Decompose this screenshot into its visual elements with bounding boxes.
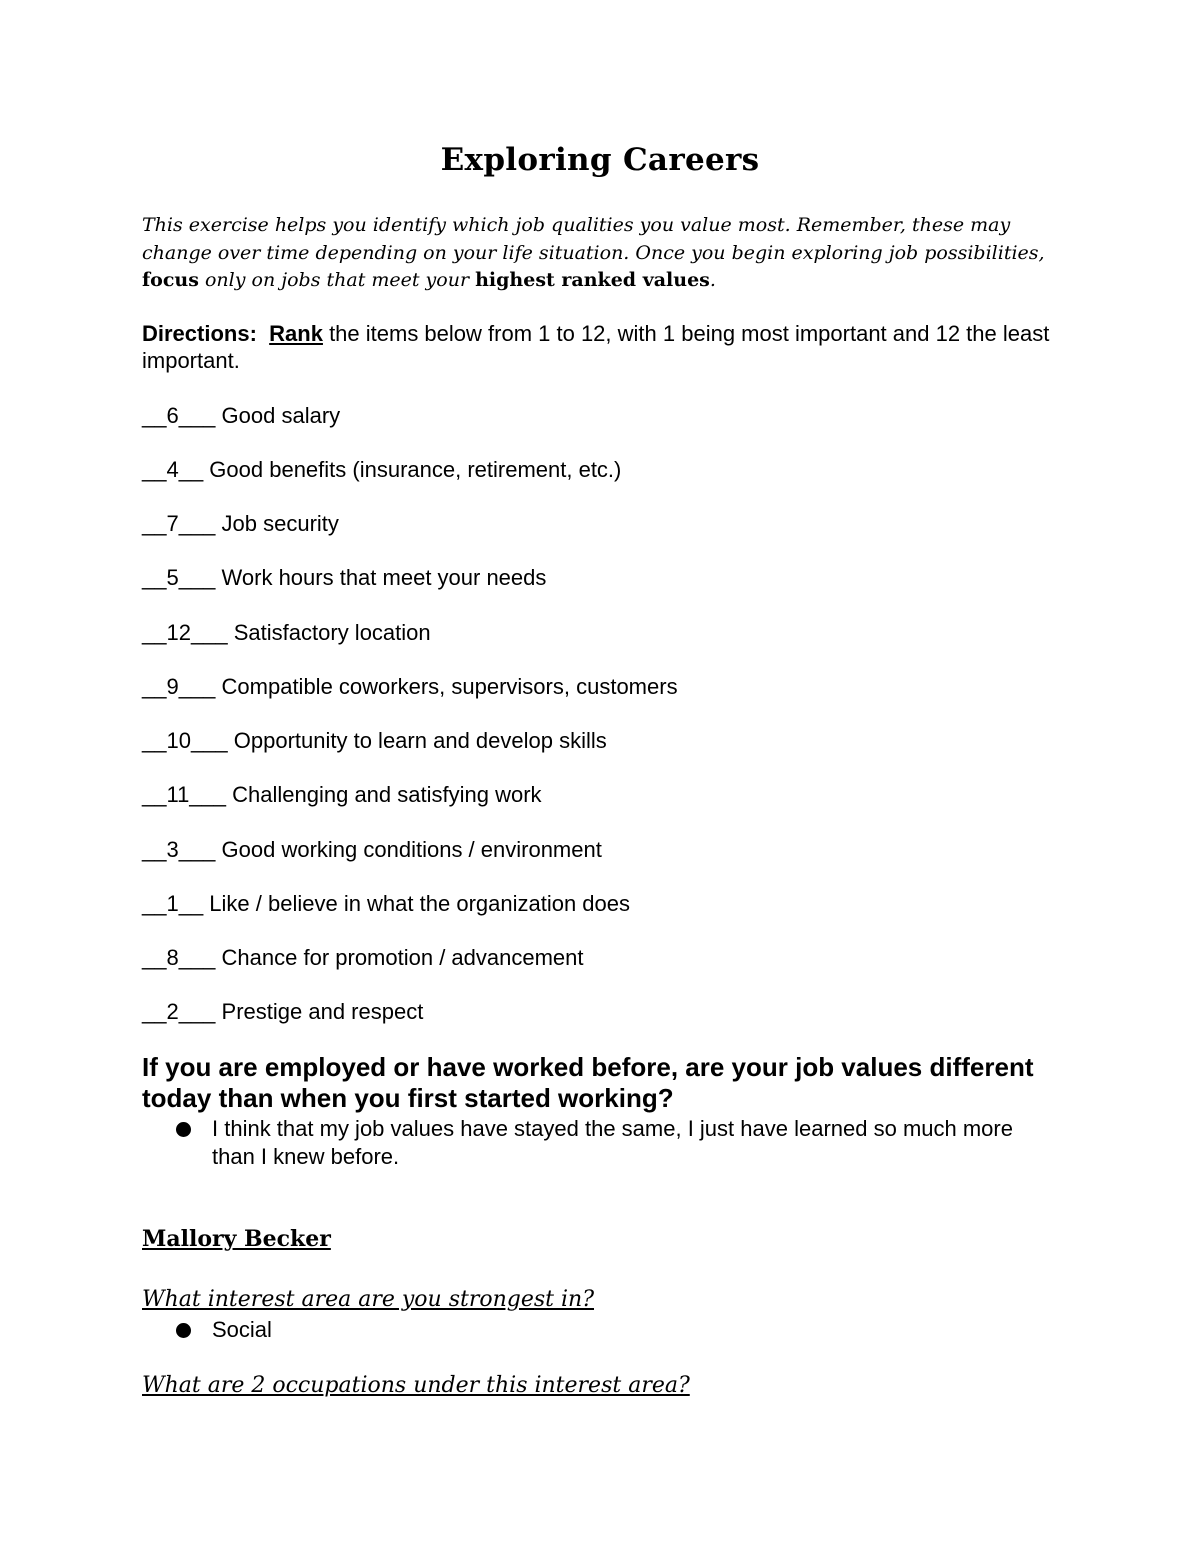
rank-item-prestige: __2___ Prestige and respect bbox=[142, 999, 424, 1024]
rank-item-coworkers: __9___ Compatible coworkers, supervisors, customers bbox=[142, 674, 678, 699]
intro-text-3: . bbox=[709, 269, 716, 291]
directions-paragraph bbox=[142, 320, 1082, 374]
rank-item-good-benefits: __4__ Good benefits (insurance, retirement, etc.) bbox=[142, 457, 622, 482]
rank-item-work-hours: __5___ Work hours that meet your needs bbox=[142, 565, 547, 590]
job-values-answer bbox=[176, 1115, 1026, 1171]
student-name: Mallory Becker bbox=[142, 1226, 331, 1252]
intro-paragraph bbox=[142, 212, 1082, 295]
intro-text-1: This exercise helps you identify which job qualities you value most. Remember, these may change over time depending on your life situation. Once you begin exploring job possibilities, bbox=[142, 214, 1045, 264]
page-title: Exploring Careers bbox=[440, 142, 760, 178]
rank-item-promotion: __8___ Chance for promotion / advancement bbox=[142, 945, 584, 970]
intro-text-2: only on jobs that meet your bbox=[198, 269, 476, 291]
rank-item-good-salary: __6___ Good salary bbox=[142, 403, 341, 428]
rank-item-organization: __1__ Like / believe in what the organization does bbox=[142, 891, 631, 916]
occupations-question: What are 2 occupations under this interest area? bbox=[142, 1373, 690, 1398]
bullet-icon bbox=[176, 1122, 191, 1137]
directions-label: Directions: bbox=[142, 321, 257, 346]
interest-area-answer-text: Social bbox=[212, 1317, 272, 1342]
intro-bold-values: highest ranked values bbox=[475, 269, 710, 291]
intro-bold-focus: focus bbox=[142, 269, 199, 291]
interest-area-question: What interest area are you strongest in? bbox=[142, 1287, 594, 1312]
rank-item-working-conditions: __3___ Good working conditions / environment bbox=[142, 837, 602, 862]
rank-item-learn-skills: __10___ Opportunity to learn and develop skills bbox=[142, 728, 607, 753]
rank-item-job-security: __7___ Job security bbox=[142, 511, 339, 536]
job-values-answer-text: I think that my job values have stayed the same, I just have learned so much more than I knew before. bbox=[212, 1116, 1013, 1169]
rank-item-location: __12___ Satisfactory location bbox=[142, 620, 431, 645]
directions-text: the items below from 1 to 12, with 1 being most important and 12 the least important. bbox=[142, 321, 1050, 373]
job-values-question: If you are employed or have worked before, are your job values different today than when you first started working? bbox=[142, 1052, 1034, 1113]
rank-item-challenging-work: __11___ Challenging and satisfying work bbox=[142, 782, 542, 807]
interest-area-answer bbox=[176, 1316, 272, 1344]
directions-rank-word: Rank bbox=[269, 321, 323, 346]
bullet-icon bbox=[176, 1323, 191, 1338]
